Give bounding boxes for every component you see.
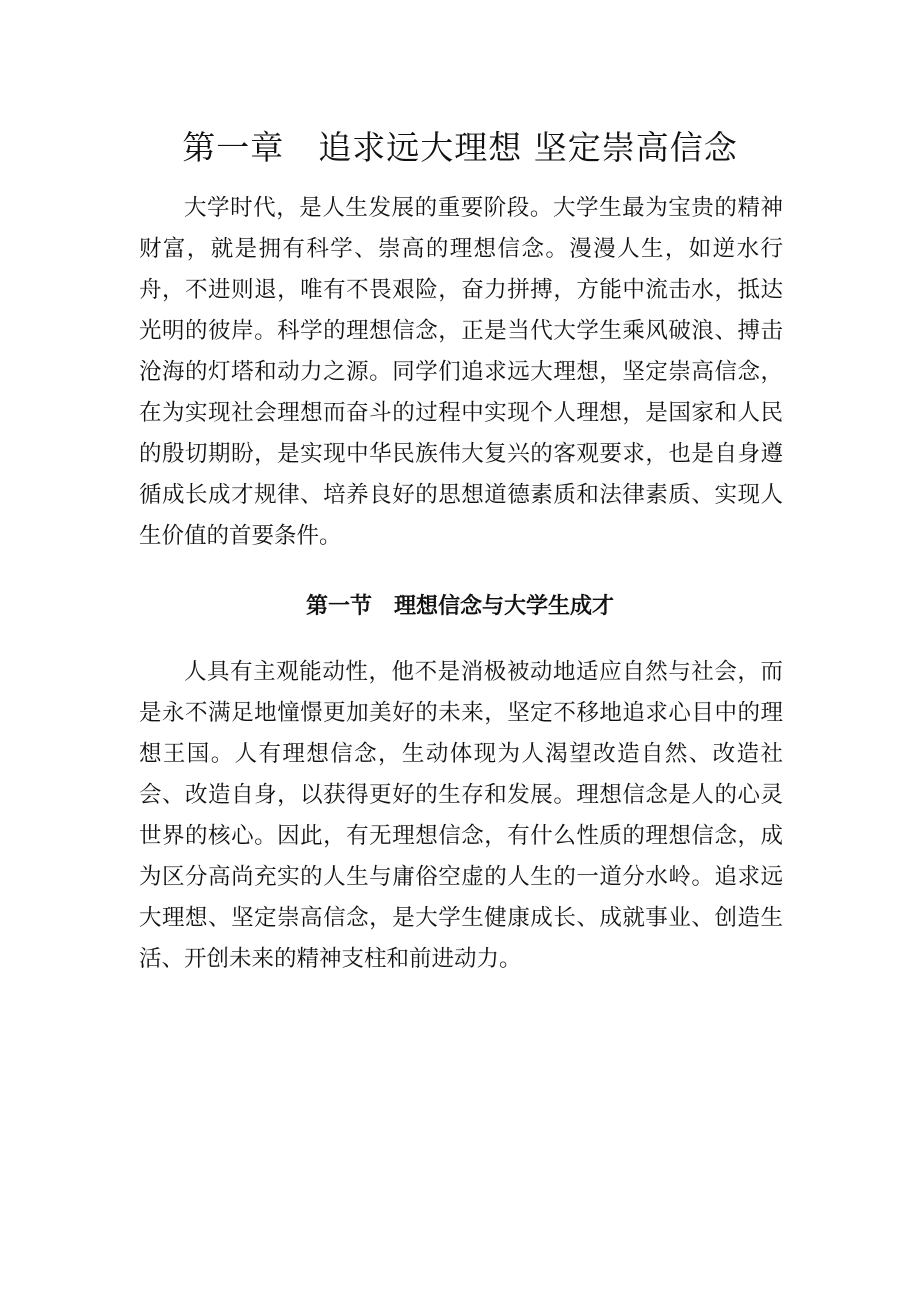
section-paragraph: 人具有主观能动性，他不是消极被动地适应自然与社会，而是永不满足地憧憬更加美好的未来，坚定不移地追求心目中的理想王国。人有理想信念，生动体现为人渴望改造自然、改造社会、改造自身，以获得更好的生存和发展。理想信念是人的心灵世界的核心。因此，有无理想信念，有什么性质的理想信念，成为区分高尚充实的人生与庸俗空虚的人生的一道分水岭。追求远大理想、坚定崇高信念，是大学生健康成长、成就事业、创造生活、开创未来的精神支柱和前进动力。 [139,659,783,972]
intro-paragraph: 大学时代，是人生发展的重要阶段。大学生最为宝贵的精神财富，就是拥有科学、崇高的理想信念。漫漫人生，如逆水行舟，不进则退，唯有不畏艰险，奋力拼搏，方能中流击水，抵达光明的彼岸。科学的理想信念，正是当代大学生乘风破浪、搏击沧海的灯塔和动力之源。同学们追求远大理想，坚定崇高信念，在为实现社会理想而奋斗的过程中实现个人理想，是国家和人民的殷切期盼，是实现中华民族伟大复兴的客观要求，也是自身遵循成长成才规律、培养良好的思想道德素质和法律素质、实现人生价值的首要条件。 [139,195,783,549]
chapter-title: 第一章 追求远大理想 坚定崇高信念 [182,128,738,167]
section-title: 第一节 理想信念与大学生成才 [305,594,614,619]
